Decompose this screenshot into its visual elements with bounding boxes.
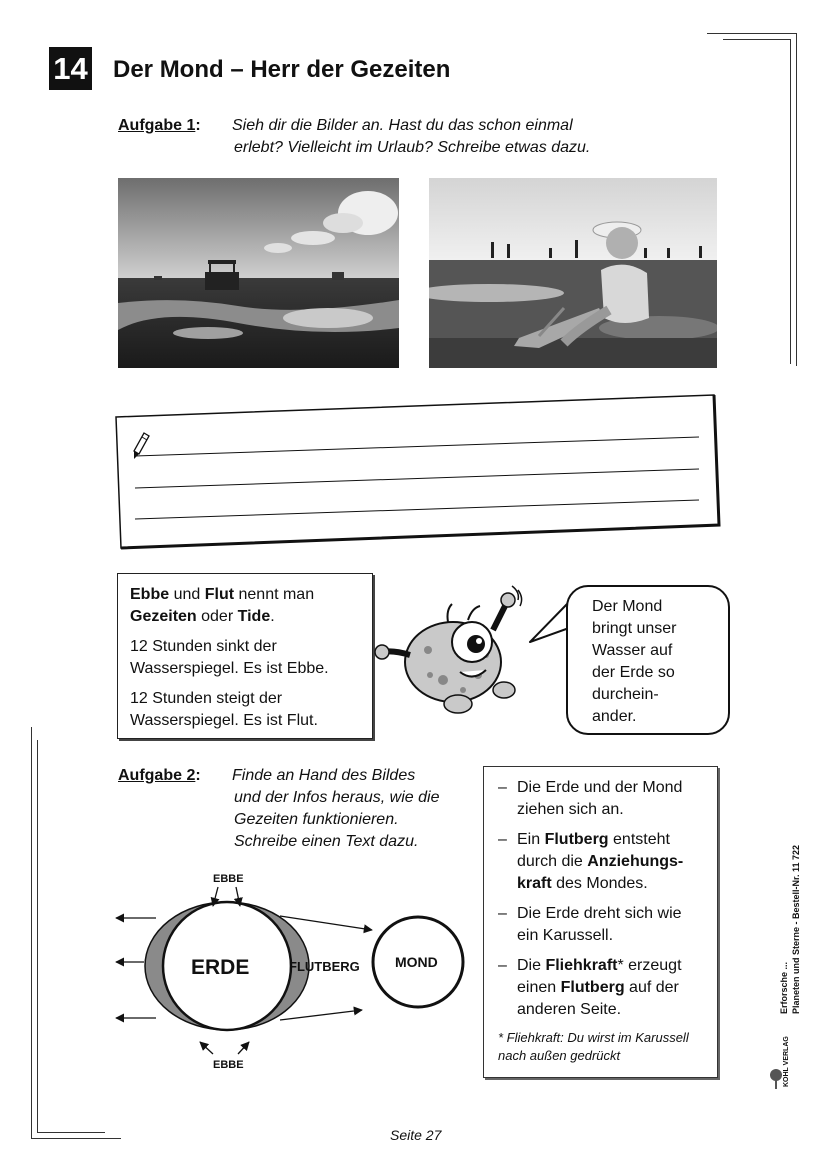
fact-item-3 (484, 903, 717, 947)
page-title: Der Mond – Herr der Gezeiten (113, 56, 451, 83)
fact2-anziehungs: Anziehungs- (587, 853, 684, 870)
label-moon: MOND (395, 954, 438, 970)
label-flutberg: FLUTBERG (289, 959, 360, 974)
fact1-line1: Die Erde und der Mond (517, 779, 683, 796)
label-ebbe-bottom: EBBE (213, 1059, 244, 1071)
info-flut: Flut (204, 586, 235, 603)
task2-line4: Schreibe einen Text dazu. (234, 833, 419, 850)
fact2-flutberg: Flutberg (544, 831, 609, 848)
fact4-text4: auf der (624, 979, 679, 996)
photo-child-mudflats (429, 178, 717, 368)
fact3-line1: Die Erde dreht sich wie (517, 905, 682, 922)
side-book-info: Planeten und Sterne - Bestell-Nr. 11 722 (791, 844, 801, 1014)
fact3-line2: ein Karussell. (517, 927, 614, 944)
facts-list (484, 777, 717, 1021)
chapter-number-badge: 14 (49, 47, 92, 90)
page-number: Seite 27 (390, 1127, 442, 1143)
frame-line-top-right-inner (723, 39, 791, 40)
bubble-line-3: Wasser auf (592, 642, 673, 659)
frame-line-left-inner (37, 740, 38, 1133)
task1-line1: Sieh dir die Bilder an. Hast du das schon einmal (232, 117, 573, 134)
task1-instruction (232, 115, 590, 159)
task1-line2: erlebt? Vielleicht im Urlaub? Schreibe etwas dazu. (234, 139, 591, 156)
task2-label (118, 767, 201, 785)
fact1-line2: ziehen sich an. (517, 801, 624, 818)
frame-line-bottom (31, 1138, 121, 1139)
fact2-text1: Ein (517, 831, 545, 848)
fact-item-2 (484, 829, 717, 895)
bubble-line-1: Der Mond (592, 598, 663, 615)
tree-logo-icon (769, 1067, 783, 1091)
info-text-und: und (169, 586, 205, 603)
bubble-line-4: der Erde so (592, 664, 675, 681)
info-paragraph-2 (130, 636, 364, 680)
writing-box[interactable] (113, 393, 723, 553)
info-p3-line1: 12 Stunden steigt der (130, 690, 283, 707)
fact4-flutberg: Flutberg (560, 979, 625, 996)
fact4-text3: einen (517, 979, 561, 996)
task1-label-colon: : (195, 117, 201, 134)
fact2-kraft: kraft (517, 875, 552, 892)
info-text-nennt: nennt man (234, 586, 315, 603)
info-text-period: . (270, 608, 275, 625)
frame-line-bottom-inner (37, 1132, 105, 1133)
info-paragraph-3 (130, 688, 364, 732)
footnote (484, 1029, 717, 1065)
fact-item-1 (484, 777, 717, 821)
publisher-name: KOHL VERLAG (783, 1036, 790, 1087)
bubble-line-5: durchein- (592, 686, 659, 703)
photo-low-tide-boats (118, 178, 399, 368)
fact4-fliehkraft: Fliehkraft (545, 957, 618, 974)
info-ebbe: Ebbe (130, 586, 170, 603)
frame-line-left (31, 727, 32, 1139)
task2-label-colon: : (195, 767, 201, 784)
fact4-line3: anderen Seite. (517, 1001, 622, 1018)
info-paragraph-1 (130, 584, 364, 628)
info-box-tides (117, 573, 373, 739)
label-ebbe-top: EBBE (213, 873, 244, 885)
footnote-line1: * Fliehkraft: Du wirst im Karussell (498, 1030, 689, 1045)
frame-line-top-right (707, 33, 797, 34)
fact2-text4: des Mondes. (551, 875, 648, 892)
fact4-text2: * erzeugt (617, 957, 682, 974)
info-text-oder: oder (196, 608, 238, 625)
task1-label (118, 117, 201, 135)
task2-line1: Finde an Hand des Bildes (232, 767, 416, 784)
publisher-logo (769, 1035, 793, 1093)
info-tide: Tide (237, 608, 271, 625)
fact2-text3: durch die (517, 853, 588, 870)
fact4-text1: Die (517, 957, 546, 974)
bubble-line-6: ander. (592, 708, 637, 725)
footnote-line2: nach außen gedrückt (498, 1048, 621, 1063)
task2-instruction (232, 765, 439, 853)
speech-bubble (566, 585, 730, 735)
task2-line3: Gezeiten funktionieren. (234, 811, 399, 828)
task2-label-text: Aufgabe 2 (118, 767, 196, 784)
info-p2-line2: Wasserspiegel. Es ist Ebbe. (130, 660, 329, 677)
info-gezeiten: Gezeiten (130, 608, 197, 625)
frame-line-right (796, 33, 797, 366)
info-p2-line1: 12 Stunden sinkt der (130, 638, 277, 655)
facts-box (483, 766, 718, 1078)
frame-line-right-inner (790, 39, 791, 364)
task1-label-text: Aufgabe 1 (118, 117, 196, 134)
pencil-icon (132, 432, 150, 460)
bubble-line-2: bringt unser (592, 620, 677, 637)
monster-mascot-illustration (368, 580, 528, 720)
side-series-title: Erforsche ... (779, 961, 789, 1014)
fact-item-4 (484, 955, 717, 1021)
info-p3-line2: Wasserspiegel. Es ist Flut. (130, 712, 318, 729)
label-earth: ERDE (191, 956, 250, 979)
fact2-text2: entsteht (608, 831, 670, 848)
task2-line2: und der Infos heraus, wie die (234, 789, 440, 806)
